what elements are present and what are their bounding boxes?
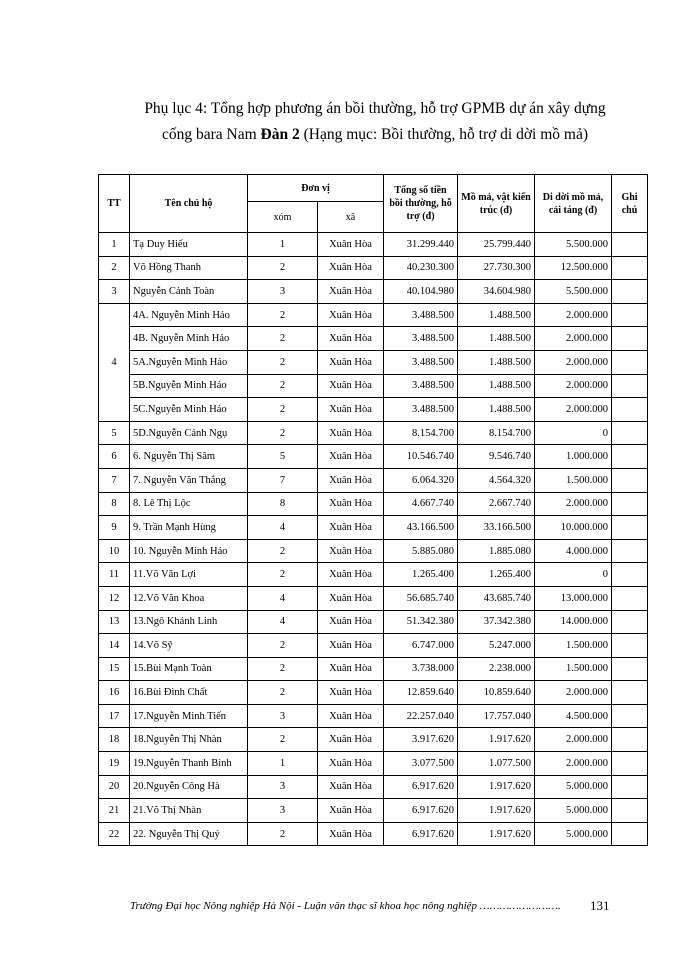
cell-tomb: 1.917.620 (458, 822, 535, 846)
cell-tomb: 5.247.000 (458, 634, 535, 658)
cell-total: 6.917.620 (384, 822, 458, 846)
cell-tomb: 33.166.500 (458, 516, 535, 540)
title-bold: Đàn 2 (260, 126, 300, 143)
cell-name: 8. Lê Thị Lộc (130, 492, 248, 516)
cell-hamlet: 1 (248, 233, 318, 257)
cell-commune: Xuân Hòa (318, 303, 384, 327)
cell-commune: Xuân Hòa (318, 421, 384, 445)
cell-tt: 2 (99, 256, 130, 280)
cell-commune: Xuân Hòa (318, 657, 384, 681)
cell-relocate: 0 (535, 563, 612, 587)
cell-note (612, 492, 648, 516)
cell-name: 5A.Nguyễn Minh Hảo (130, 350, 248, 374)
cell-relocate: 2.000.000 (535, 327, 612, 351)
cell-note (612, 775, 648, 799)
cell-total: 3.077.500 (384, 752, 458, 776)
cell-commune: Xuân Hòa (318, 822, 384, 846)
cell-hamlet: 3 (248, 799, 318, 823)
cell-name: 7. Nguyễn Văn Thắng (130, 468, 248, 492)
header-hamlet: xóm (248, 202, 318, 233)
cell-tomb: 1.917.620 (458, 775, 535, 799)
cell-relocate: 2.000.000 (535, 728, 612, 752)
cell-name: 5D.Nguyễn Cảnh Ngụ (130, 421, 248, 445)
cell-hamlet: 3 (248, 280, 318, 304)
cell-commune: Xuân Hòa (318, 374, 384, 398)
cell-note (612, 468, 648, 492)
page-number: 131 (590, 898, 610, 913)
table-row (99, 728, 648, 752)
cell-note (612, 303, 648, 327)
table-row (99, 233, 648, 257)
cell-hamlet: 2 (248, 728, 318, 752)
cell-commune: Xuân Hòa (318, 256, 384, 280)
cell-tomb: 25.799.440 (458, 233, 535, 257)
cell-tt: 4 (99, 303, 130, 421)
cell-note (612, 445, 648, 469)
cell-tt: 8 (99, 492, 130, 516)
cell-tomb: 1.917.620 (458, 799, 535, 823)
cell-tomb: 1.077.500 (458, 752, 535, 776)
cell-tomb: 1.488.500 (458, 374, 535, 398)
cell-name: 5C.Nguyễn Minh Hảo (130, 398, 248, 422)
cell-tomb: 1.488.500 (458, 398, 535, 422)
cell-total: 3.488.500 (384, 327, 458, 351)
cell-hamlet: 2 (248, 374, 318, 398)
table-row (99, 752, 648, 776)
cell-total: 40.230.300 (384, 256, 458, 280)
cell-tomb: 1.488.500 (458, 350, 535, 374)
cell-total: 5.885.080 (384, 539, 458, 563)
cell-hamlet: 2 (248, 421, 318, 445)
cell-name: 19.Nguyễn Thanh Bình (130, 752, 248, 776)
cell-name: 22. Nguyễn Thị Quý (130, 822, 248, 846)
cell-commune: Xuân Hòa (318, 327, 384, 351)
cell-tt: 12 (99, 586, 130, 610)
cell-note (612, 280, 648, 304)
table-row (99, 280, 648, 304)
cell-hamlet: 7 (248, 468, 318, 492)
cell-total: 3.488.500 (384, 398, 458, 422)
cell-relocate: 2.000.000 (535, 303, 612, 327)
cell-total: 12.859.640 (384, 681, 458, 705)
cell-hamlet: 2 (248, 634, 318, 658)
cell-commune: Xuân Hòa (318, 350, 384, 374)
table-row (99, 492, 648, 516)
cell-name: 10. Nguyễn Minh Hảo (130, 539, 248, 563)
cell-name: 11.Võ Văn Lợi (130, 563, 248, 587)
table-row (99, 563, 648, 587)
cell-name: 13.Ngô Khánh Linh (130, 610, 248, 634)
cell-tt: 1 (99, 233, 130, 257)
cell-relocate: 4.500.000 (535, 704, 612, 728)
cell-relocate: 12.500.000 (535, 256, 612, 280)
cell-relocate: 5.500.000 (535, 280, 612, 304)
cell-name: Nguyễn Cảnh Toàn (130, 280, 248, 304)
cell-tomb: 2.667.740 (458, 492, 535, 516)
cell-total: 4.667.740 (384, 492, 458, 516)
cell-hamlet: 2 (248, 350, 318, 374)
cell-tt: 6 (99, 445, 130, 469)
cell-commune: Xuân Hòa (318, 634, 384, 658)
cell-note (612, 634, 648, 658)
cell-relocate: 10.000.000 (535, 516, 612, 540)
cell-hamlet: 4 (248, 516, 318, 540)
cell-tomb: 1.885.080 (458, 539, 535, 563)
cell-commune: Xuân Hòa (318, 398, 384, 422)
cell-total: 22.257.040 (384, 704, 458, 728)
table-row (99, 421, 648, 445)
cell-total: 3.738.000 (384, 657, 458, 681)
cell-note (612, 398, 648, 422)
header-commune: xã (318, 202, 384, 233)
cell-name: 5B.Nguyễn Minh Hảo (130, 374, 248, 398)
cell-commune: Xuân Hòa (318, 539, 384, 563)
cell-hamlet: 2 (248, 822, 318, 846)
cell-note (612, 586, 648, 610)
cell-tt: 5 (99, 421, 130, 445)
cell-total: 6.917.620 (384, 775, 458, 799)
cell-relocate: 2.000.000 (535, 398, 612, 422)
cell-note (612, 752, 648, 776)
cell-note (612, 822, 648, 846)
cell-hamlet: 2 (248, 398, 318, 422)
table-row (99, 681, 648, 705)
cell-tomb: 2.238.000 (458, 657, 535, 681)
cell-tomb: 1.265.400 (458, 563, 535, 587)
table-row (99, 610, 648, 634)
table-row (99, 327, 648, 351)
cell-commune: Xuân Hòa (318, 681, 384, 705)
cell-relocate: 2.000.000 (535, 492, 612, 516)
cell-tomb: 1.917.620 (458, 728, 535, 752)
title-text-end: (Hạng mục: Bồi thường, hỗ trợ di dời mồ mả) (299, 126, 589, 143)
cell-relocate: 2.000.000 (535, 752, 612, 776)
cell-total: 56.685.740 (384, 586, 458, 610)
cell-hamlet: 8 (248, 492, 318, 516)
cell-tomb: 1.488.500 (458, 303, 535, 327)
cell-hamlet: 3 (248, 775, 318, 799)
cell-hamlet: 2 (248, 563, 318, 587)
table-row (99, 256, 648, 280)
table-row (99, 704, 648, 728)
cell-relocate: 0 (535, 421, 612, 445)
cell-tomb: 10.859.640 (458, 681, 535, 705)
cell-hamlet: 3 (248, 704, 318, 728)
cell-total: 51.342.380 (384, 610, 458, 634)
cell-hamlet: 2 (248, 681, 318, 705)
cell-hamlet: 2 (248, 256, 318, 280)
cell-note (612, 610, 648, 634)
cell-total: 40.104.980 (384, 280, 458, 304)
header-tt: TT (99, 175, 130, 233)
cell-tt: 15 (99, 657, 130, 681)
cell-name: 6. Nguyễn Thị Sâm (130, 445, 248, 469)
cell-total: 10.546.740 (384, 445, 458, 469)
cell-tt: 11 (99, 563, 130, 587)
cell-tt: 22 (99, 822, 130, 846)
cell-commune: Xuân Hòa (318, 610, 384, 634)
cell-note (612, 563, 648, 587)
cell-tt: 10 (99, 539, 130, 563)
cell-commune: Xuân Hòa (318, 586, 384, 610)
cell-relocate: 13.000.000 (535, 586, 612, 610)
cell-relocate: 1.500.000 (535, 657, 612, 681)
cell-hamlet: 5 (248, 445, 318, 469)
cell-tt: 20 (99, 775, 130, 799)
cell-hamlet: 4 (248, 610, 318, 634)
cell-commune: Xuân Hòa (318, 799, 384, 823)
header-unit: Đơn vị (248, 175, 384, 202)
cell-relocate: 2.000.000 (535, 374, 612, 398)
header-name: Tên chủ hộ (130, 175, 248, 233)
cell-commune: Xuân Hòa (318, 468, 384, 492)
cell-commune: Xuân Hòa (318, 445, 384, 469)
cell-total: 1.265.400 (384, 563, 458, 587)
table-row (99, 374, 648, 398)
cell-commune: Xuân Hòa (318, 280, 384, 304)
cell-hamlet: 2 (248, 303, 318, 327)
cell-name: 4A. Nguyễn Minh Hảo (130, 303, 248, 327)
cell-total: 43.166.500 (384, 516, 458, 540)
table-row (99, 799, 648, 823)
cell-tt: 3 (99, 280, 130, 304)
cell-tomb: 37.342.380 (458, 610, 535, 634)
cell-relocate: 4.000.000 (535, 539, 612, 563)
cell-hamlet: 1 (248, 752, 318, 776)
cell-note (612, 350, 648, 374)
table-row (99, 303, 648, 327)
title-text: Phụ lục 4: Tổng hợp phương án bồi thường, hỗ trợ GPMB dự án xây dựng cống bara Nam (144, 100, 606, 143)
cell-commune: Xuân Hòa (318, 728, 384, 752)
table-row (99, 586, 648, 610)
cell-note (612, 374, 648, 398)
table-row (99, 445, 648, 469)
table-row (99, 468, 648, 492)
compensation-table (98, 174, 648, 846)
cell-note (612, 681, 648, 705)
cell-name: Tạ Duy Hiếu (130, 233, 248, 257)
cell-tomb: 8.154.700 (458, 421, 535, 445)
cell-relocate: 5.000.000 (535, 799, 612, 823)
cell-name: 20.Nguyễn Công Hà (130, 775, 248, 799)
cell-name: 15.Bùi Mạnh Toàn (130, 657, 248, 681)
cell-name: 21.Võ Thị Nhàn (130, 799, 248, 823)
cell-name: 4B. Nguyễn Minh Hảo (130, 327, 248, 351)
cell-tt: 19 (99, 752, 130, 776)
cell-total: 8.154.700 (384, 421, 458, 445)
cell-total: 3.488.500 (384, 350, 458, 374)
cell-tomb: 17.757.040 (458, 704, 535, 728)
cell-note (612, 233, 648, 257)
cell-tomb: 1.488.500 (458, 327, 535, 351)
cell-total: 6.064.320 (384, 468, 458, 492)
cell-relocate: 5.000.000 (535, 775, 612, 799)
cell-tt: 17 (99, 704, 130, 728)
page-footer: Trường Đại học Nông nghiệp Hà Nội - Luận văn thạc sĩ khoa học nông nghiệp ……………………. (130, 900, 561, 912)
table-row (99, 539, 648, 563)
cell-tt: 9 (99, 516, 130, 540)
cell-name: 9. Trần Mạnh Hùng (130, 516, 248, 540)
cell-tomb: 27.730.300 (458, 256, 535, 280)
cell-tomb: 34.604.980 (458, 280, 535, 304)
cell-name: 12.Võ Văn Khoa (130, 586, 248, 610)
cell-total: 31.299.440 (384, 233, 458, 257)
cell-commune: Xuân Hòa (318, 563, 384, 587)
header-tomb: Mồ mả, vật kiến trúc (đ) (458, 175, 535, 233)
cell-tomb: 9.546.740 (458, 445, 535, 469)
page-title (140, 96, 610, 148)
cell-relocate: 5.500.000 (535, 233, 612, 257)
cell-total: 6.747.000 (384, 634, 458, 658)
cell-tomb: 4.564.320 (458, 468, 535, 492)
cell-relocate: 2.000.000 (535, 350, 612, 374)
cell-name: 17.Nguyễn Minh Tiến (130, 704, 248, 728)
table-row (99, 634, 648, 658)
cell-relocate: 1.500.000 (535, 468, 612, 492)
header-relocate: Di dời mồ mả, cải táng (đ) (535, 175, 612, 233)
table-row (99, 398, 648, 422)
cell-tt: 18 (99, 728, 130, 752)
cell-tt: 14 (99, 634, 130, 658)
cell-relocate: 1.000.000 (535, 445, 612, 469)
cell-tt: 16 (99, 681, 130, 705)
table-row (99, 516, 648, 540)
header-total: Tổng số tiền bồi thường, hỗ trợ (đ) (384, 175, 458, 233)
cell-tomb: 43.685.740 (458, 586, 535, 610)
cell-hamlet: 2 (248, 539, 318, 563)
cell-tt: 13 (99, 610, 130, 634)
cell-relocate: 14.000.000 (535, 610, 612, 634)
cell-hamlet: 2 (248, 657, 318, 681)
table-row (99, 775, 648, 799)
cell-relocate: 1.500.000 (535, 634, 612, 658)
cell-name: Võ Hồng Thanh (130, 256, 248, 280)
cell-note (612, 256, 648, 280)
cell-commune: Xuân Hòa (318, 492, 384, 516)
cell-commune: Xuân Hòa (318, 233, 384, 257)
cell-note (612, 327, 648, 351)
cell-note (612, 539, 648, 563)
cell-commune: Xuân Hòa (318, 516, 384, 540)
cell-note (612, 728, 648, 752)
cell-note (612, 657, 648, 681)
cell-commune: Xuân Hòa (318, 775, 384, 799)
cell-note (612, 704, 648, 728)
cell-total: 3.488.500 (384, 374, 458, 398)
table-row (99, 657, 648, 681)
cell-relocate: 5.000.000 (535, 822, 612, 846)
table-row (99, 350, 648, 374)
cell-commune: Xuân Hòa (318, 704, 384, 728)
cell-name: 14.Võ Sỹ (130, 634, 248, 658)
cell-note (612, 799, 648, 823)
cell-tt: 7 (99, 468, 130, 492)
cell-note (612, 516, 648, 540)
cell-note (612, 421, 648, 445)
header-note: Ghi chú (612, 175, 648, 233)
cell-name: 18.Nguyễn Thị Nhàn (130, 728, 248, 752)
cell-total: 6.917.620 (384, 799, 458, 823)
cell-total: 3.488.500 (384, 303, 458, 327)
cell-hamlet: 2 (248, 327, 318, 351)
cell-hamlet: 4 (248, 586, 318, 610)
cell-tt: 21 (99, 799, 130, 823)
cell-name: 16.Bùi Đình Chất (130, 681, 248, 705)
table-row (99, 822, 648, 846)
cell-total: 3.917.620 (384, 728, 458, 752)
cell-commune: Xuân Hòa (318, 752, 384, 776)
cell-relocate: 2.000.000 (535, 681, 612, 705)
